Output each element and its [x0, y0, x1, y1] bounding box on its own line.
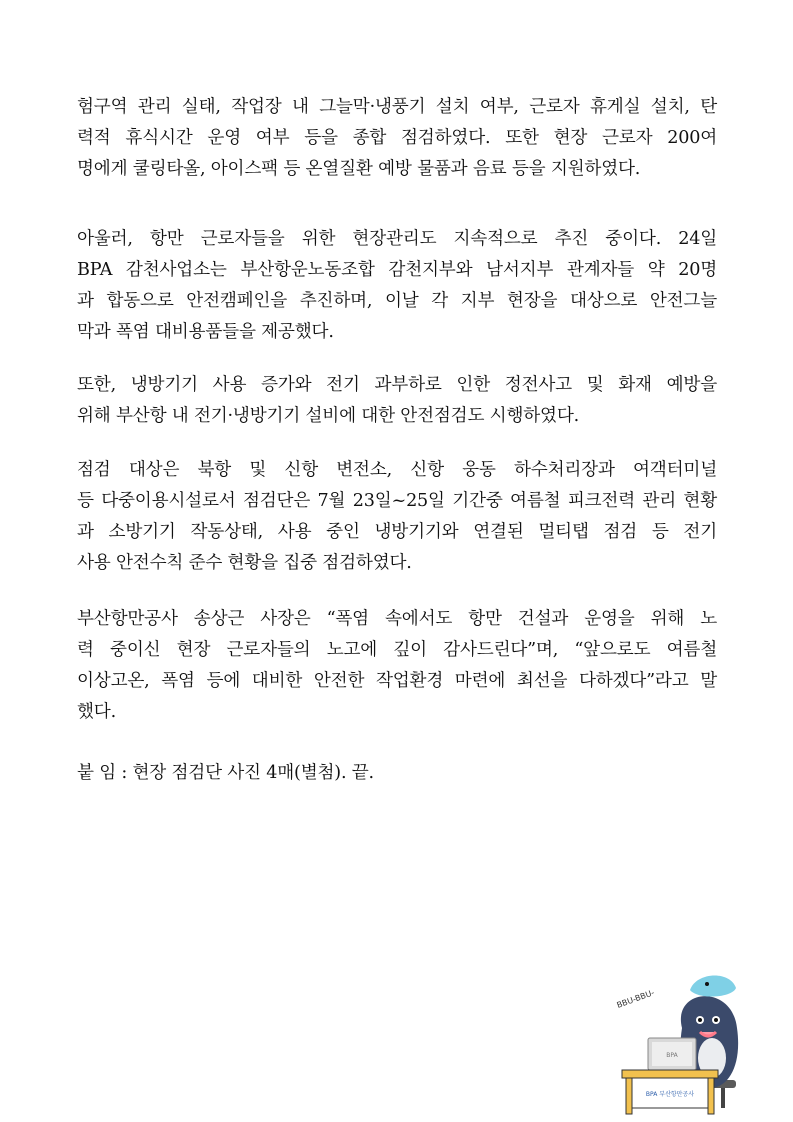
bubble-text: BBU-BBU- — [615, 988, 656, 1010]
paragraph-attachment — [77, 758, 717, 789]
dolphin-friend — [690, 975, 736, 996]
paragraph-electrical-safety — [77, 370, 717, 432]
text-line: BPA 감천사업소는 부산항운노동조합 감천지부와 남서지부 관계자들 약 20명 — [77, 260, 717, 280]
text-line: 아울러, 항만 근로자들을 위한 현장관리도 지속적으로 추진 중이다. 24일 — [77, 229, 717, 249]
text-line: 붙 임 : 현장 점검단 사진 4매(별첨). 끝. — [77, 763, 374, 783]
text-line: 등 다중이용시설로서 점검단은 7월 23일~25일 기간중 여름철 피크전력 관리 현황 — [77, 491, 717, 511]
paragraph-president-quote — [77, 604, 717, 728]
text-line: 과 합동으로 안전캠페인을 추진하며, 이날 각 지부 현장을 대상으로 안전그늘 — [77, 291, 717, 311]
desk-top — [622, 1070, 718, 1078]
desk-label: BPA 부산항만공사 — [645, 1091, 695, 1098]
desk-leg-right — [708, 1078, 714, 1114]
text-line: 험구역 관리 실태, 작업장 내 그늘막·냉풍기 설치 여부, 근로자 휴게실 설치, 탄 — [77, 97, 717, 117]
text-line: 명에게 쿨링타올, 아이스팩 등 온열질환 예방 물품과 음료 등을 지원하였다. — [77, 159, 641, 179]
orca-mouth — [700, 1032, 716, 1036]
text-line: 위해 부산항 내 전기·냉방기기 설비에 대한 안전점검도 시행하였다. — [77, 406, 580, 426]
paragraph-field-management — [77, 224, 717, 348]
text-line: 과 소방기기 작동상태, 사용 중인 냉방기기와 연결된 멀티탭 점검 등 전기 — [77, 522, 717, 542]
text-line: 점검 대상은 북항 및 신항 변전소, 신항 웅동 하수처리장과 여객터미널 — [77, 460, 717, 480]
bpa-mascot-illustration — [612, 968, 747, 1118]
chair-leg — [721, 1088, 725, 1108]
paragraph-inspection — [77, 92, 717, 185]
orca-pupil-right — [714, 1018, 718, 1022]
text-line: 또한, 냉방기기 사용 증가와 전기 과부하로 인한 정전사고 및 화재 예방을 — [77, 375, 717, 395]
paragraph-inspection-targets — [77, 455, 717, 579]
text-line: 부산항만공사 송상근 사장은 “폭염 속에서도 항만 건설과 운영을 위해 노 — [77, 609, 717, 629]
monitor-logo: BPA — [666, 1052, 678, 1059]
dolphin-eye — [705, 982, 709, 986]
text-line: 막과 폭염 대비용품들을 제공했다. — [77, 322, 334, 342]
text-line: 력적 휴식시간 운영 여부 등을 종합 점검하였다. 또한 현장 근로자 200여 — [77, 128, 717, 148]
orca-pupil-left — [698, 1018, 702, 1022]
text-line: 이상고온, 폭염 등에 대비한 안전한 작업환경 마련에 최선을 다하겠다”라고 말 — [77, 671, 717, 691]
text-line: 력 중이신 현장 근로자들의 노고에 깊이 감사드린다”며, “앞으로도 여름철 — [77, 640, 717, 660]
desk-leg-left — [626, 1078, 632, 1114]
text-line: 사용 안전수칙 준수 현황을 집중 점검하였다. — [77, 553, 412, 573]
text-line: 했다. — [77, 702, 116, 722]
